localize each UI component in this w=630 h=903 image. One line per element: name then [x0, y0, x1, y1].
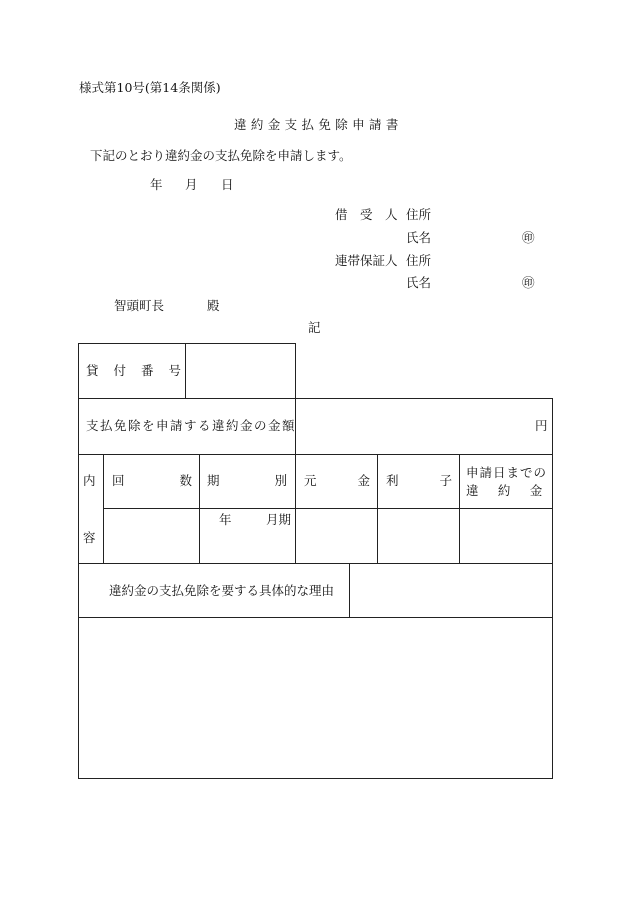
table-rule [349, 563, 350, 617]
col-period-right: 別 [274, 473, 287, 488]
table-rule [459, 454, 460, 563]
naiyo-top: 内 [83, 473, 96, 488]
col-interest-header [386, 475, 452, 488]
addressee-honorific: 殿 [207, 298, 220, 313]
col-principal-right: 金 [357, 473, 370, 488]
borrower-address-label: 住所 [406, 207, 432, 222]
table-rule [295, 454, 296, 563]
col-penalty-line2: 違約金 [466, 483, 562, 498]
form-number: 様式第10号(第14条関係) [79, 80, 221, 95]
col-interest-right: 子 [439, 473, 452, 488]
table-rule [78, 343, 79, 779]
table-rule [103, 454, 104, 563]
col-times-header [112, 475, 192, 488]
borrower-seal: ㊞ [522, 230, 535, 245]
naiyo-bottom: 容 [83, 530, 96, 545]
guarantor-address-label: 住所 [406, 253, 432, 268]
col-interest-left: 利 [386, 473, 399, 488]
table-rule [78, 343, 295, 344]
col-period-header [207, 475, 287, 488]
guarantor-name-label: 氏名 [406, 275, 432, 290]
table-rule [552, 398, 553, 779]
guarantor-label: 連帯保証人 [335, 253, 398, 268]
col-times-left: 回 [112, 473, 125, 488]
date-day: 日 [221, 177, 234, 192]
period-year: 年 [219, 512, 232, 527]
reason-label: 違約金の支払免除を要する具体的な理由 [109, 583, 335, 598]
borrower-label: 借 受 人 [335, 207, 398, 222]
table-rule [199, 454, 200, 563]
col-penalty-line1: 申請日までの [466, 465, 548, 480]
col-period-left: 期 [207, 473, 220, 488]
addressee-name: 智頭町長 [114, 298, 165, 313]
guarantor-seal: ㊞ [522, 275, 535, 290]
page-title: 違約金支払免除申請書 [234, 117, 403, 132]
table-rule [78, 617, 552, 618]
table-rule [78, 454, 552, 455]
table-rule [295, 343, 296, 454]
col-principal-header [304, 475, 370, 488]
loan-number-label: 貸付番号 [86, 363, 197, 378]
col-principal-left: 元 [304, 473, 317, 488]
yen-unit: 円 [535, 418, 548, 433]
amount-label: 支払免除を申請する違約金の金額 [86, 418, 297, 433]
table-rule [78, 778, 552, 779]
col-times-right: 数 [179, 473, 192, 488]
ki-heading: 記 [308, 320, 321, 335]
table-rule [377, 454, 378, 563]
date-month: 月 [185, 177, 198, 192]
table-rule [78, 398, 552, 399]
intro-text: 下記のとおり違約金の支払免除を申請します。 [90, 148, 352, 163]
period-month: 月期 [266, 512, 292, 527]
table-rule [103, 508, 552, 509]
table-rule [78, 563, 552, 564]
borrower-name-label: 氏名 [406, 230, 432, 245]
date-year: 年 [150, 177, 163, 192]
